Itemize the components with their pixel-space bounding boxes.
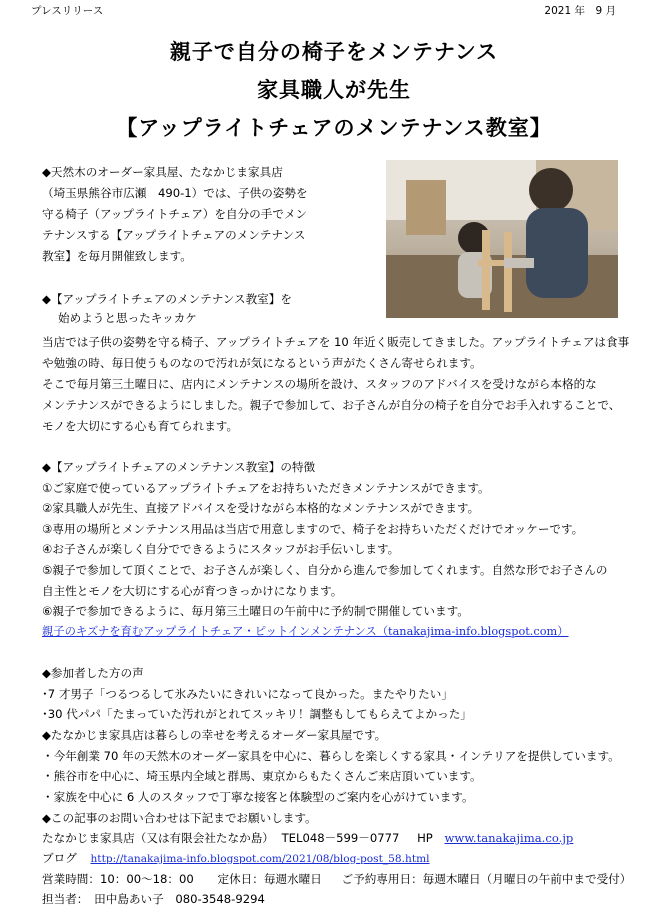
kikkake-heading — [42, 290, 292, 328]
voice-item: ･30 代パパ「たまっていた汚れがとれてスッキリ！調整もしてもらえてよかった」 — [42, 707, 472, 722]
homepage-link[interactable]: www.tanakajima.co.jp — [444, 831, 574, 845]
contact-blog-row — [42, 848, 631, 869]
features-heading: ◆【アップライトチェアのメンテナンス教室】の特徴 — [42, 460, 316, 474]
voices-heading: ◆参加者した方の声 — [42, 666, 144, 680]
intro-line: 守る椅子（アップライトチェア）を自分の手でメン — [42, 207, 308, 221]
classroom-photo — [386, 160, 618, 318]
kikkake-line: や勉強の時、毎日使うものなので汚れが気になるという声がたくさん寄せられます。 — [42, 356, 482, 370]
voices-section — [42, 663, 472, 725]
shop-item: ・今年創業 70 年の天然木のオーダー家具を中心に、暮らしを楽しくする家具・インテリアを提供しています。 — [42, 748, 620, 763]
intro-line: テナンスする【アップライトチェアのメンテナンス — [42, 228, 306, 242]
contact-heading: ◆この記事のお問い合わせは下記までお願いします。 — [42, 811, 317, 825]
release-date: 2021 年 9 月 — [544, 5, 616, 17]
feature-item: ③専用の場所とメンテナンス用品は当店で用意しますので、椅子をお持ちいただくだけでオッケーです。 — [42, 521, 584, 536]
company-name: たなかじま家具店（又は有限会社たなか島） — [42, 831, 274, 845]
kikkake-heading-line-2: 始めようと思ったキッカケ — [58, 311, 197, 325]
contact-hours-row — [42, 869, 631, 889]
classroom-photo-illustration — [386, 160, 618, 318]
page-title-line-3: 【アップライトチェアのメンテナンス教室】 — [116, 116, 552, 140]
contact-person: 担当者： 田中島あい子 080-3548-9294 — [42, 892, 265, 906]
features-section — [42, 457, 608, 642]
reservation-day: ご予約専用日：毎週木曜日（月曜日の午前中まで受付） — [341, 872, 632, 886]
shop-section — [42, 725, 620, 807]
feature-item: ①ご家庭で使っているアップライトチェアをお持ちいただきメンテナンスができます。 — [42, 480, 490, 495]
regular-holiday: 定休日：毎週水曜日 — [217, 872, 322, 886]
blog-post-link[interactable]: http://tanakajima-info.blogspot.com/2021/08/blog-post_58.html — [90, 853, 430, 865]
kikkake-line: モノを大切にする心も育てられます。 — [42, 419, 239, 433]
shop-item: ・家族を中心に 6 人のスタッフで丁寧な接客と体験型のご案内を心がけています。 — [42, 789, 474, 804]
shop-item: ・熊谷市を中心に、埼玉県内全域と群馬、東京からもたくさんご来店頂いています。 — [42, 769, 482, 784]
intro-line: ◆天然木のオーダー家具屋、たなかじま家具店 — [42, 165, 283, 179]
contact-section — [42, 808, 631, 909]
feature-item: ⑥親子で参加できるように、毎月第三土曜日の午前中に予約制で開催しています。 — [42, 604, 469, 619]
feature-item: ④お子さんが楽しく自分でできるようにスタッフがお手伝いします。 — [42, 542, 400, 557]
press-release-label: プレスリリース — [31, 5, 104, 17]
kikkake-line: そこで毎月第三土曜日に、店内にメンテナンスの場所を設け、スタッフのアドバイスを受けながら本格的な — [42, 377, 597, 391]
feature-item: ⑤親子で参加して頂くことで、お子さんが楽しく、自分から進んで参加してくれます。自然な形でお子さんの — [42, 562, 608, 577]
blog-label: ブログ — [42, 851, 77, 865]
kikkake-body — [42, 332, 629, 437]
feature-item: ②家具職人が先生、直接アドバイスを受けながら本格的なメンテナンスができます。 — [42, 501, 480, 516]
business-hours: 営業時間：10：00～18：00 — [42, 872, 194, 886]
feature-item: 自主性とモノを大切にする心が育つきっかけになります。 — [42, 583, 343, 598]
intro-line: （埼玉県熊谷市広瀬 490-1）では、子供の姿勢を — [42, 186, 308, 200]
company-tel: TEL048－599－0777 — [281, 831, 400, 845]
page-title-line-2: 家具職人が先生 — [257, 78, 411, 102]
page-title-line-1: 親子で自分の椅子をメンテナンス — [169, 40, 499, 64]
voice-item: ･7 才男子「つるつるして氷みたいにきれいになって良かった。またやりたい」 — [42, 686, 453, 701]
kikkake-heading-line-1: ◆【アップライトチェアのメンテナンス教室】を — [42, 292, 292, 306]
intro-paragraph — [42, 162, 308, 267]
kikkake-line: メンテナンスができるようにしました。親子で参加して、お子さんが自分の椅子を自分でお手入れすることで、 — [42, 398, 621, 412]
kikkake-line: 当店では子供の姿勢を守る椅子、アップライトチェアを 10 年近く販売してきました。アップライトチェアは食事 — [42, 335, 630, 349]
contact-company-row — [42, 828, 631, 848]
intro-line: 教室】を毎月開催致します。 — [42, 249, 192, 263]
hp-label: HP — [417, 831, 433, 845]
shop-heading: ◆たなかじま家具店は暮らしの幸せを考えるオーダー家具屋です。 — [42, 728, 387, 742]
blog-article-link[interactable]: 親子のキズナを育むアップライトチェア・ピットインメンテナンス（tanakajima-info.blogspot.com） — [42, 624, 569, 638]
